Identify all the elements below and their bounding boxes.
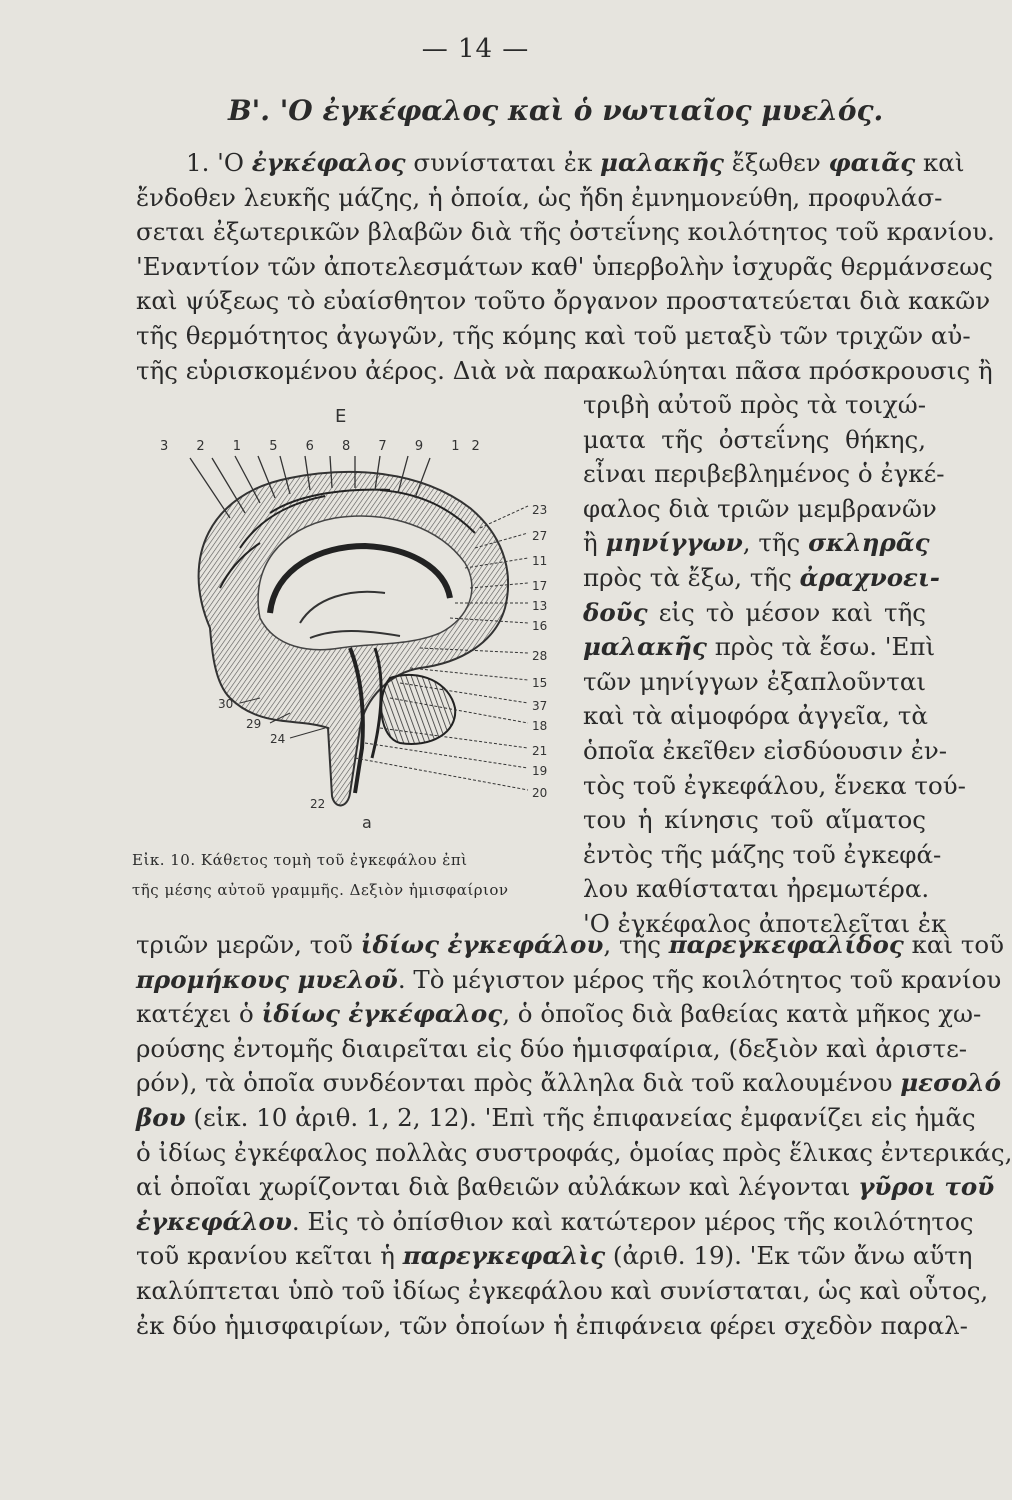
text-line <box>136 997 982 1031</box>
emphasized-term: ἐγκεφάλου <box>136 1206 292 1236</box>
text-line <box>136 928 1005 962</box>
text-segment: καὶ τοῦ <box>903 930 1005 959</box>
text-segment: τῶν μηνίγγων ἐξαπλοῦνται <box>583 666 926 696</box>
text-segment: ρούσης ἐντομῆς διαιρεῖται εἰς δύο ἡμισφαίρια, (δεξιὸν καὶ ἀριστε- <box>136 1033 968 1063</box>
text-segment: τὸς τοῦ ἐγκεφάλου, ἕνεκα τού- <box>583 770 966 800</box>
figure-side-label: 13 <box>532 599 548 613</box>
figure-side-label: 23 <box>532 503 548 517</box>
emphasized-term: μαλακῆς <box>600 148 724 177</box>
text-segment: ρόν), τὰ ὁποῖα συνδέονται πρὸς ἄλληλα διὰ τοῦ καλουμένου <box>136 1068 901 1098</box>
text-line <box>136 1066 1002 1100</box>
text-segment: 1. 'Ο <box>186 148 252 177</box>
emphasized-term: ἐγκέφαλος <box>251 148 406 177</box>
figure-caption-line-1: Εἰκ. 10. Κάθετος τομὴ τοῦ ἐγκεφάλου ἐπὶ <box>132 851 468 869</box>
text-line <box>583 596 926 630</box>
text-segment: τριβὴ αὐτοῦ πρὸς τὰ τοιχώ- <box>583 390 926 419</box>
emphasized-term: μαλακῆς <box>583 632 707 662</box>
text-line <box>136 250 993 284</box>
text-segment: καλύπτεται ὑπὸ τοῦ ἰδίως ἐγκεφάλου καὶ συνίσταται, ὡς καὶ οὗτος, <box>136 1276 989 1305</box>
emphasized-term: ἰδίως ἐγκέφαλος <box>261 999 503 1029</box>
brain-section-illustration <box>150 398 570 838</box>
figure-top-letter: E <box>335 406 347 427</box>
emphasized-term: σκληρᾶς <box>808 528 930 558</box>
text-segment: λου καθίσταται ἠρεμωτέρα. <box>583 874 930 904</box>
text-line <box>136 1309 968 1343</box>
text-segment: αἱ ὁποῖαι χωρίζονται διὰ βαθειῶν αὐλάκων καὶ λέγονται <box>136 1172 859 1202</box>
text-segment: τριῶν μερῶν, τοῦ <box>136 930 361 959</box>
text-segment: , τῆς <box>742 528 809 558</box>
figure-left-label: 29 <box>246 717 262 731</box>
figure-left-label: 22 <box>310 797 326 811</box>
text-line <box>136 181 943 215</box>
text-segment: πρὸς τὰ ἔξω, τῆς <box>583 563 800 592</box>
text-line <box>583 699 926 733</box>
text-line <box>136 215 995 249</box>
text-segment: ἔξωθεν <box>723 148 829 177</box>
text-line <box>583 734 948 768</box>
figure-side-label: 37 <box>532 699 548 713</box>
text-segment: ὁ ἰδίως ἐγκέφαλος πολλὰς συστροφάς, ὁμοίας πρὸς ἕλικας ἐντερικάς, <box>136 1137 1012 1167</box>
text-segment: πρὸς τὰ ἔσω. 'Επὶ <box>706 632 936 662</box>
emphasized-term: μεσολό <box>900 1068 1002 1098</box>
text-segment: φαλος διὰ τριῶν μεμβρανῶν <box>583 493 937 523</box>
text-segment: καὶ <box>915 148 965 177</box>
text-segment: του ἡ κίνησις τοῦ αἵματος <box>583 805 926 835</box>
text-segment: ὁποῖα ἐκεῖθεν εἰσδύουσιν ἐν- <box>583 736 948 765</box>
figure-side-label: 21 <box>532 744 548 758</box>
figure-side-label: 18 <box>532 719 548 733</box>
text-segment: τῆς εὑρισκομένου ἀέρος. Διὰ νὰ παρακωλύηται πᾶσα πρόσκρουσις ἢ <box>136 355 993 385</box>
text-line <box>583 492 937 526</box>
text-line <box>583 769 966 803</box>
emphasized-term: προμήκους μυελοῦ <box>136 964 398 994</box>
text-line <box>583 561 940 595</box>
figure-side-label: 16 <box>532 619 548 633</box>
text-line <box>136 1101 976 1135</box>
emphasized-term: μηνίγγων <box>605 528 743 558</box>
figure-side-label: 11 <box>532 554 548 568</box>
text-segment: . Τὸ μέγιστον μέρος τῆς κοιλότητος τοῦ κρανίου <box>397 964 1002 994</box>
figure-left-label: 30 <box>218 697 234 711</box>
text-segment: ἐκ δύο ἡμισφαιρίων, τῶν ὁποίων ἡ ἐπιφάνεια φέρει σχεδὸν παραλ- <box>136 1310 968 1340</box>
text-segment: τῆς θερμότητος ἀγωγῶν, τῆς κόμης καὶ τοῦ μεταξὺ τῶν τριχῶν αὐ- <box>136 321 971 350</box>
text-segment: εἰς τὸ μέσον καὶ τῆς <box>647 597 926 627</box>
text-segment: (εἰκ. 10 ἀριθ. 1, 2, 12). 'Επὶ τῆς ἐπιφανείας ἐμφανίζει εἰς ἡμᾶς <box>185 1103 976 1132</box>
figure-side-label: 28 <box>532 649 548 663</box>
figure-caption-line-2: τῆς μέσης αὐτοῦ γραμμῆς. Δεξιὸν ἡμισφαίριον <box>132 881 509 899</box>
figure-side-label: 27 <box>532 529 548 543</box>
figure-left-label: 24 <box>270 732 286 746</box>
text-line <box>136 1239 973 1273</box>
text-segment: καὶ ψύξεως τὸ εὐαίσθητον τοῦτο ὄργανον προστατεύεται διὰ κακῶν <box>136 286 991 316</box>
text-line <box>583 872 930 906</box>
text-line <box>186 146 965 180</box>
text-line <box>136 1205 974 1239</box>
text-segment: καὶ τὰ αἱμοφόρα ἀγγεῖα, τὰ <box>583 701 928 731</box>
text-line <box>136 284 991 318</box>
text-line <box>136 354 993 388</box>
emphasized-term: ἀραχνοει- <box>799 563 940 592</box>
figure-top-numbers: 3 2 1 5 6 8 7 9 12 <box>160 439 492 454</box>
text-line <box>583 665 926 699</box>
text-line <box>136 963 1002 997</box>
text-segment: συνίσταται ἐκ <box>405 148 601 177</box>
emphasized-term: δοῦς <box>583 597 648 627</box>
text-line <box>583 838 942 872</box>
text-segment: ἢ <box>583 528 606 558</box>
text-segment: εἶναι περιβεβλημένος ὁ ἐγκέ- <box>583 459 945 489</box>
page-number: — 14 — <box>421 34 530 64</box>
emphasized-term: βου <box>136 1103 186 1132</box>
text-line <box>583 423 926 457</box>
emphasized-term: ἰδίως ἐγκεφάλου <box>360 930 604 959</box>
text-line <box>136 1136 1012 1170</box>
text-segment: . Εἰς τὸ ὀπίσθιον καὶ κατώτερον μέρος τῆς κοιλότητος <box>291 1206 974 1236</box>
text-line <box>583 630 936 664</box>
text-line <box>136 1032 968 1066</box>
figure-side-label: 15 <box>532 676 548 690</box>
text-segment: ματα τῆς ὀστεΐνης θήκης, <box>583 424 926 454</box>
emphasized-term: φαιᾶς <box>828 148 916 177</box>
emphasized-term: παρεγκεφαλίδος <box>668 930 904 959</box>
emphasized-term: παρεγκεφαλὶς <box>402 1241 606 1271</box>
text-segment: , ὁ ὁποῖος διὰ βαθείας κατὰ μῆκος χω- <box>502 999 982 1029</box>
text-line <box>583 388 926 422</box>
text-line <box>136 319 971 353</box>
text-line <box>583 803 926 837</box>
text-segment: ἔνδοθεν λευκῆς μάζης, ἡ ὁποία, ὡς ἤδη ἐμνημονεύθη, προφυλάσ- <box>136 182 943 212</box>
text-segment: σεται ἐξωτερικῶν βλαβῶν διὰ τῆς ὀστεΐνης κοιλότητος τοῦ κρανίου. <box>136 217 995 247</box>
figure-side-label: 20 <box>532 786 548 800</box>
text-segment: (ἀριθ. 19). 'Εκ τῶν ἄνω αὕτη <box>605 1241 973 1271</box>
section-heading: Β'. 'Ο ἐγκέφαλος καὶ ὁ νωτιαῖος μυελός. <box>228 94 884 127</box>
text-line <box>583 526 930 560</box>
text-segment: 'Ο ἐγκέφαλος ἀποτελεῖται ἐκ <box>583 909 947 938</box>
text-line <box>583 457 945 491</box>
text-segment: τοῦ κρανίου κεῖται ἡ <box>136 1241 403 1271</box>
brain-section-figure <box>150 398 570 838</box>
figure-side-label: 17 <box>532 579 548 593</box>
text-segment: 'Εναντίον τῶν ἀποτελεσμάτων καθ' ὑπερβολὴν ἰσχυρᾶς θερμάνσεως <box>136 251 993 281</box>
text-segment: , τῆς <box>603 930 669 959</box>
text-segment: κατέχει ὁ <box>136 999 262 1029</box>
text-line <box>136 1274 989 1308</box>
text-segment: ἐντὸς τῆς μάζης τοῦ ἐγκεφά- <box>583 839 942 869</box>
text-line <box>136 1170 995 1204</box>
figure-side-label: 19 <box>532 764 548 778</box>
emphasized-term: γῦροι τοῦ <box>858 1172 995 1202</box>
figure-bottom-letter: a <box>362 813 372 832</box>
